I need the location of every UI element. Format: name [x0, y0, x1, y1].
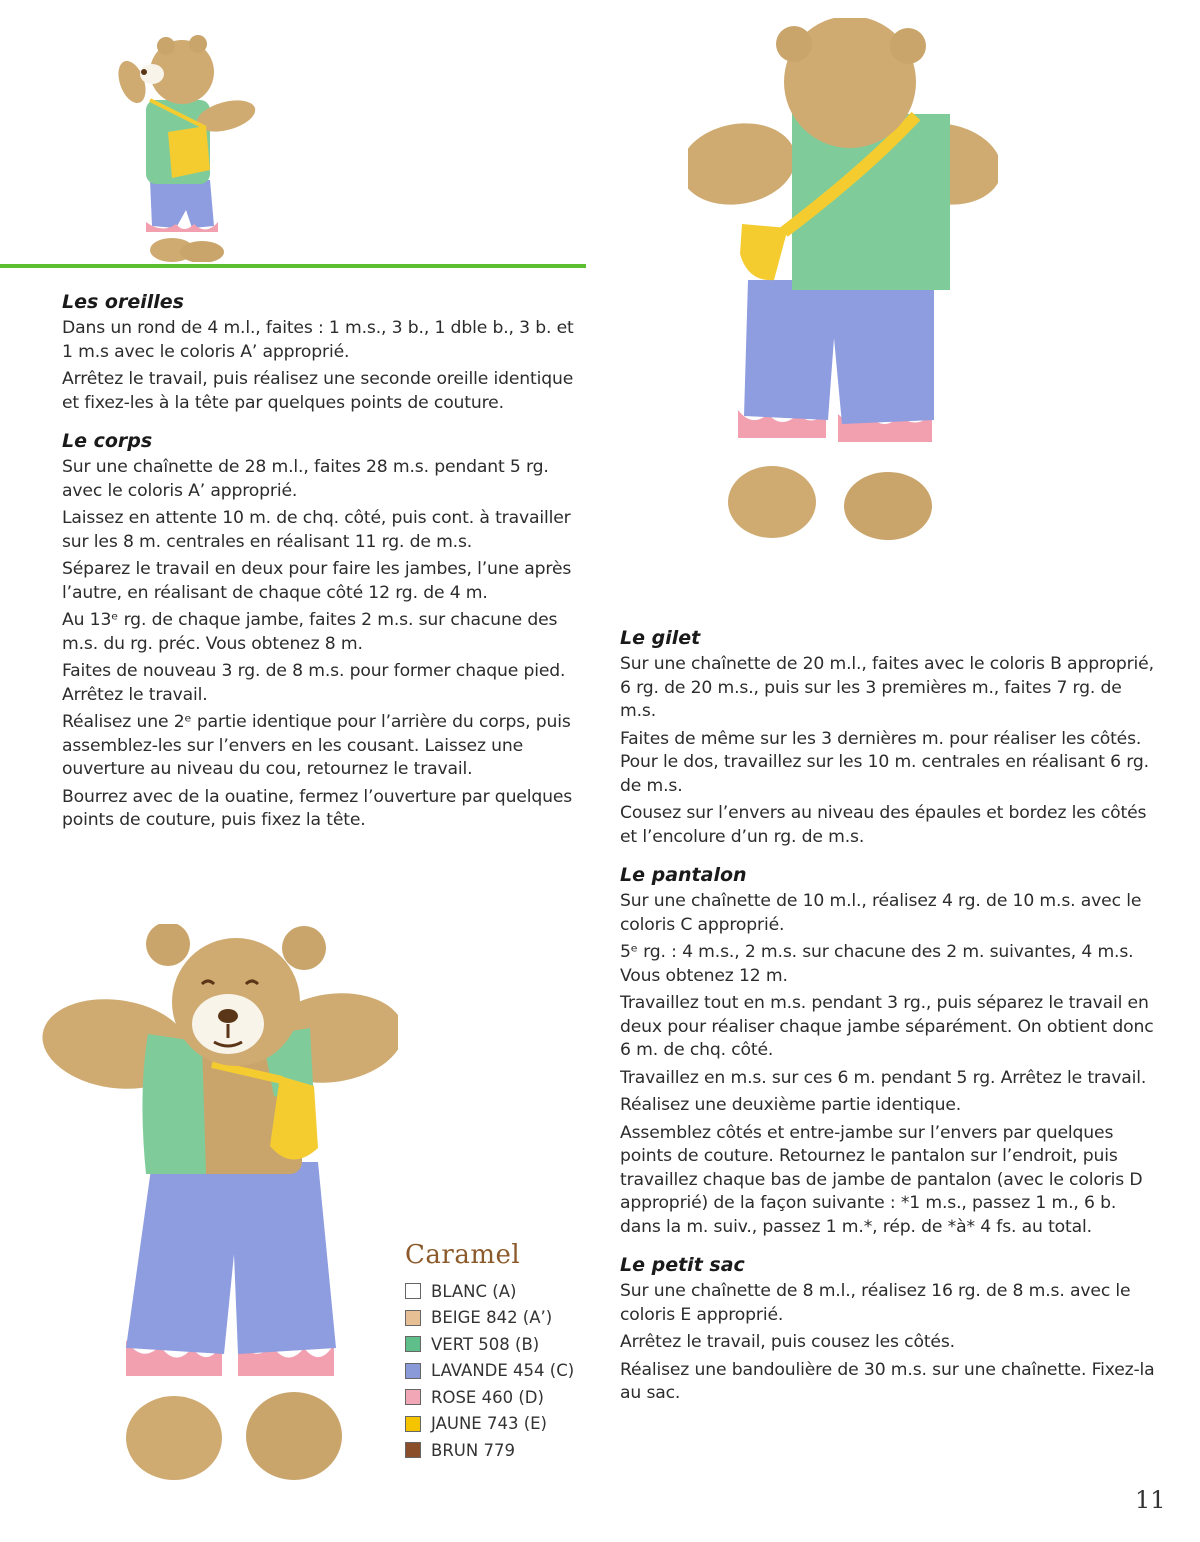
left-text-column	[62, 290, 582, 847]
section-petit-sac	[620, 1253, 1160, 1406]
color-swatch	[405, 1389, 421, 1405]
paragraph: Cousez sur l’envers au niveau des épaules et bordez les côtés et l’encolure d’un rg. de m.s.	[620, 803, 1147, 847]
color-swatch	[405, 1336, 421, 1352]
color-swatch	[405, 1442, 421, 1458]
paragraph: Arrêtez le travail, puis réalisez une seconde oreille identique et fixez-les à la tête par quelques points de couture.	[62, 369, 574, 413]
paragraph: Assemblez côtés et entre-jambe sur l’envers par quelques points de couture. Retournez le pantalon sur l’endroit, puis travaillez chaque bas de jambe de pantalon (avec le coloris D approprié) de la façon suivante : *1 m.s., passez 1 m., 6 b. dans la m. suiv., passez 1 m.*, rép. de *à* 4 fs. au total.	[620, 1122, 1143, 1237]
section-corps	[62, 429, 582, 833]
section-divider	[0, 264, 586, 268]
bear-photo-front	[42, 924, 398, 1484]
legend-item	[405, 1358, 605, 1385]
paragraph: Séparez le travail en deux pour faire les jambes, l’une après l’autre, en réalisant de chaque côté 12 rg. de 4 m.	[62, 559, 572, 603]
paragraph: Réalisez une 2ᵉ partie identique pour l’arrière du corps, puis assemblez-les sur l’envers en les cousant. Laissez une ouverture au niveau du cou, retournez le travail.	[62, 712, 571, 779]
paragraph: Réalisez une deuxième partie identique.	[620, 1095, 962, 1115]
legend-item	[405, 1384, 605, 1411]
legend-label: ROSE 460 (D)	[431, 1387, 544, 1407]
paragraph: Réalisez une bandoulière de 30 m.s. sur une chaînette. Fixez-la au sac.	[620, 1359, 1155, 1403]
paragraph: Faites de nouveau 3 rg. de 8 m.s. pour former chaque pied. Arrêtez le travail.	[62, 661, 566, 705]
color-swatch	[405, 1283, 421, 1299]
color-legend	[405, 1240, 605, 1464]
legend-item	[405, 1437, 605, 1464]
paragraph: Sur une chaînette de 20 m.l., faites avec le coloris B approprié, 6 rg. de 20 m.s., puis sur les 3 premières m., faites 7 rg. de m.s.	[620, 654, 1154, 721]
paragraph: Faites de même sur les 3 dernières m. pour réaliser les côtés. Pour le dos, travaillez sur les 10 m. centrales en réalisant 6 rg. de m.s.	[620, 728, 1149, 796]
paragraph: 5ᵉ rg. : 4 m.s., 2 m.s. sur chacune des 2 m. suivantes, 4 m.s. Vous obtenez 12 m.	[620, 942, 1134, 986]
paragraph: Bourrez avec de la ouatine, fermez l’ouverture par quelques points de couture, puis fixez la tête.	[62, 786, 573, 830]
section-title: Le petit sac	[620, 1254, 745, 1276]
paragraph: Travaillez tout en m.s. pendant 3 rg., puis séparez le travail en deux pour réaliser chaque jambe séparément. On obtient donc 6 m. de chq. côté.	[620, 993, 1154, 1060]
legend-label: BEIGE 842 (A’)	[431, 1308, 553, 1328]
section-title: Les oreilles	[62, 291, 184, 313]
color-swatch	[405, 1363, 421, 1379]
legend-label: VERT 508 (B)	[431, 1334, 540, 1354]
paragraph: Sur une chaînette de 28 m.l., faites 28 m.s. pendant 5 rg. avec le coloris A’ approprié.	[62, 457, 549, 501]
legend-label: BRUN 779	[431, 1440, 515, 1460]
section-oreilles	[62, 290, 582, 415]
bear-photo-back	[688, 18, 998, 540]
legend-label: BLANC (A)	[431, 1281, 517, 1301]
section-title: Le pantalon	[620, 864, 747, 886]
legend-item	[405, 1305, 605, 1332]
paragraph: Sur une chaînette de 10 m.l., réalisez 4 rg. de 10 m.s. avec le coloris C approprié.	[620, 891, 1142, 935]
section-pantalon	[620, 863, 1160, 1239]
legend-item	[405, 1278, 605, 1305]
bear-photo-side	[110, 30, 260, 262]
paragraph: Arrêtez le travail, puis cousez les côtés.	[620, 1332, 955, 1352]
legend-title: Caramel	[405, 1240, 521, 1270]
section-title: Le gilet	[620, 627, 701, 649]
section-gilet	[620, 626, 1160, 849]
color-swatch	[405, 1310, 421, 1326]
right-text-column	[620, 626, 1160, 1420]
paragraph: Sur une chaînette de 8 m.l., réalisez 16 rg. de 8 m.s. avec le coloris E approprié.	[620, 1281, 1131, 1325]
legend-label: LAVANDE 454 (C)	[431, 1361, 575, 1381]
paragraph: Dans un rond de 4 m.l., faites : 1 m.s., 3 b., 1 dble b., 3 b. et 1 m.s avec le coloris A’ approprié.	[62, 318, 574, 362]
legend-item	[405, 1411, 605, 1438]
paragraph: Travaillez en m.s. sur ces 6 m. pendant 5 rg. Arrêtez le travail.	[620, 1067, 1147, 1088]
paragraph: Laissez en attente 10 m. de chq. côté, puis cont. à travailler sur les 8 m. centrales en réalisant 11 rg. de m.s.	[62, 508, 571, 552]
legend-label: JAUNE 743 (E)	[431, 1414, 547, 1434]
legend-item	[405, 1331, 605, 1358]
paragraph: Au 13ᵉ rg. de chaque jambe, faites 2 m.s. sur chacune des m.s. du rg. préc. Vous obtenez 8 m.	[62, 610, 558, 654]
page-number: 11	[1135, 1486, 1166, 1514]
section-title: Le corps	[62, 430, 153, 452]
color-swatch	[405, 1416, 421, 1432]
